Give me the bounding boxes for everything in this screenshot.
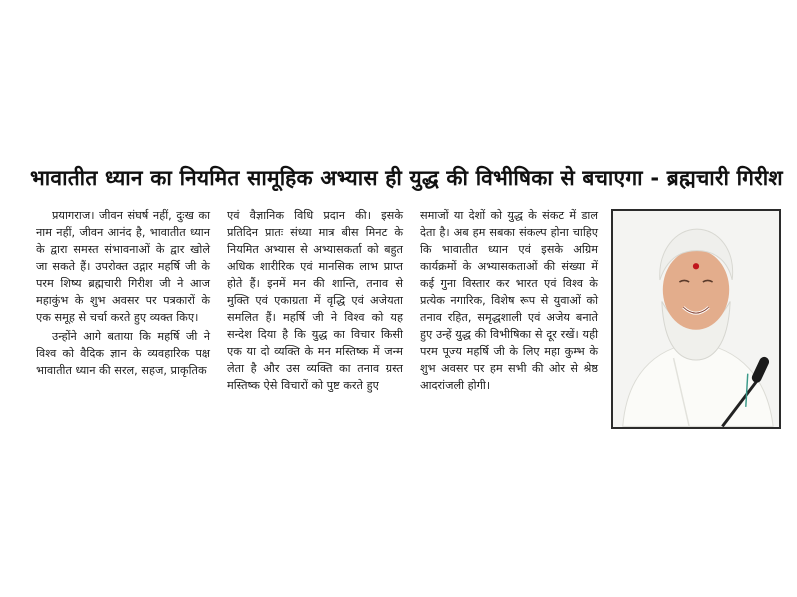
paragraph: प्रयागराज। जीवन संघर्ष नहीं, दुःख का नाम नहीं, जीवन आनंद है, भावातीत ध्यान के द्वारा समस्त संभावनाओं के द्वार खोले जा सकते हैं। उपरोक्त उद्गार महर्षि जी के परम शिष्य ब्रह्मचारी गिरीश जी ने आज महाकुंभ के शुभ अवसर पर पत्रकारों के एक समूह से चर्चा करते हुए व्यक्त किए। [36, 209, 210, 324]
article-column-1 [36, 207, 210, 381]
portrait-photo [611, 209, 781, 429]
paragraph: एवं वैज्ञानिक विधि प्रदान की। इसके प्रतिदिन प्रातः संध्या मात्र बीस मिनट के नियमित अभ्यास से अभ्यासकर्ता को बहुत अधिक शारीरिक एवं मानसिक लाभ प्राप्त होते हैं। इनमें मन की शान्ति, तनाव से मुक्ति एवं एकाग्रता में वृद्धि एवं अजेयता समलित हैं। महर्षि जी ने विश्व को यह सन्देश दिया है कि युद्ध का विचार किसी एक या दो व्यक्ति के मन मस्तिष्क में जन्म लेता है और उस व्यक्ति का तनाव ग्रस्त मस्तिष्क ऐसे विचारों को पुष्ट करते हुए [227, 209, 403, 392]
portrait-illustration [613, 211, 779, 427]
article-column-3 [420, 207, 598, 396]
paragraph: समाजों या देशों को युद्ध के संकट में डाल देता है। अब हम सबका संकल्प होना चाहिए कि भावातीत ध्यान एवं इसके अग्रिम कार्यक्रमों के अभ्यासकताओं की संख्या में कई गुना विस्तार कर भारत एवं विश्व के प्रत्येक नगारिक, विशेष रूप से युवाओं को तनाव रहित, समृद्धशाली एवं अजेय बनाते हुए उन्हें युद्ध की विभीषिका से दूर रखें। यही परम पूज्य महर्षि जी के लिए महा कुम्भ के शुभ अवसर पर हम सभी की ओर से श्रेष्ठ आदरांजली होगी। [420, 209, 598, 392]
article-column-2 [227, 207, 403, 396]
paragraph: उन्होंने आगे बताया कि महर्षि जी ने विश्व को वैदिक ज्ञान के व्यवहारिक पक्ष भावातीत ध्यान की सरल, सहज, प्राकृतिक [36, 330, 210, 377]
headline: भावातीत ध्यान का नियमित सामूहिक अभ्यास ही युद्ध की विभीषिका से बचाएगा - ब्रह्मचारी गिरीश [30, 166, 783, 190]
